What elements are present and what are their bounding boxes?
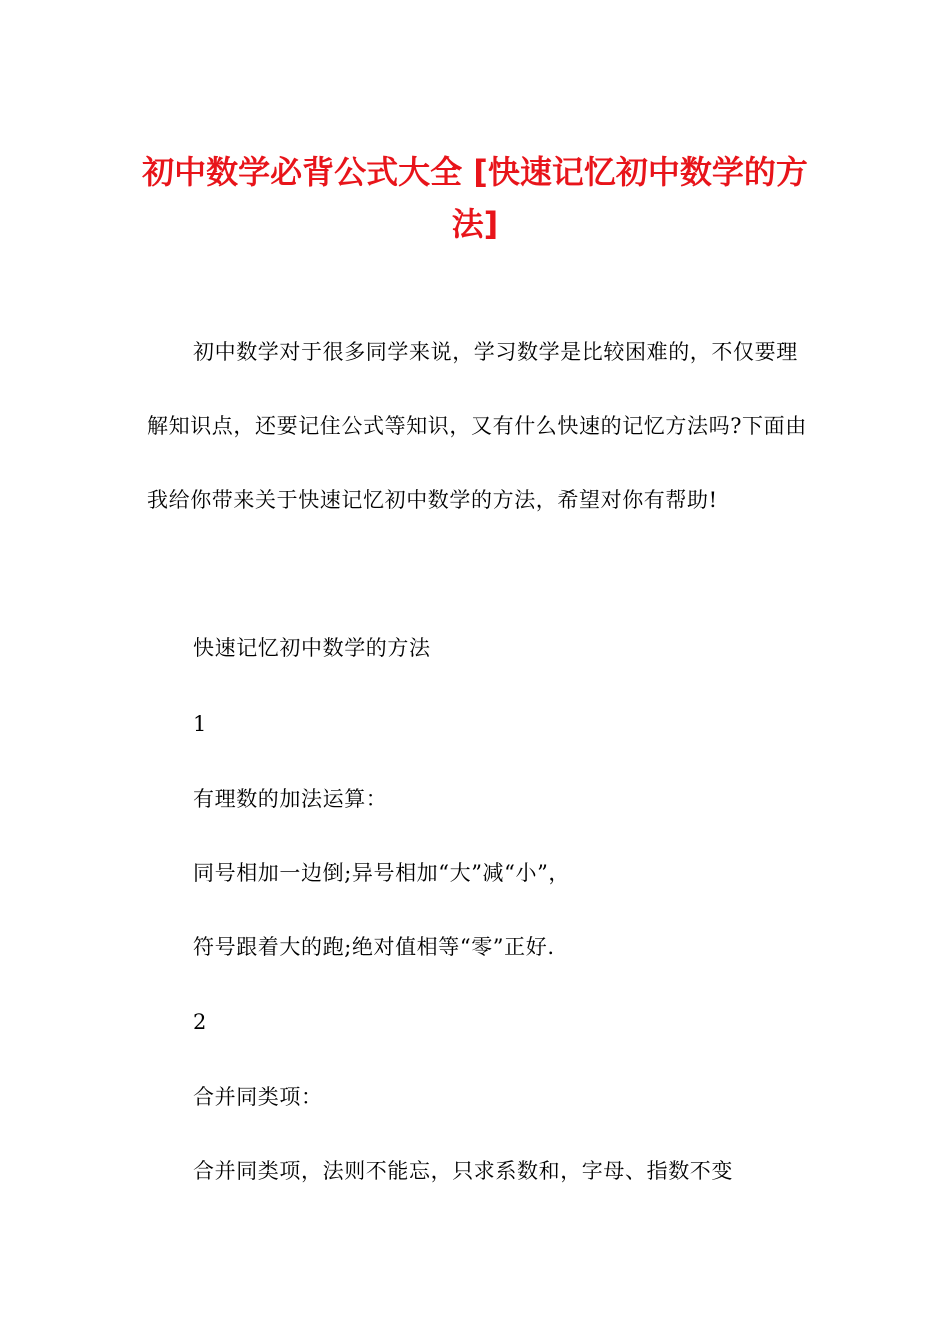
item-heading-2: 合并同类项： (193, 1085, 323, 1109)
item-text-1a: 同号相加一边倒;异号相加“大”减“小”， (193, 861, 571, 885)
section-heading: 快速记忆初中数学的方法 (193, 636, 431, 660)
item-text-2a: 合并同类项，法则不能忘，只求系数和，字母、指数不变 (193, 1159, 733, 1183)
item-heading-1: 有理数的加法运算： (193, 787, 388, 811)
document-title: 初中数学必背公式大全 [快速记忆初中数学的方法] (142, 153, 808, 243)
item-text-1b: 符号跟着大的跑;绝对值相等“零”正好. (193, 935, 555, 959)
item-number-2: 2 (193, 1010, 207, 1034)
intro-paragraph: 初中数学对于很多同学来说，学习数学是比较困难的，不仅要理解知识点，还要记住公式等知识，又有什么快速的记忆方法吗?下面由我给你带来关于快速记忆初中数学的方法，希望对你有帮助! (147, 340, 807, 512)
item-number-1: 1 (193, 712, 207, 736)
